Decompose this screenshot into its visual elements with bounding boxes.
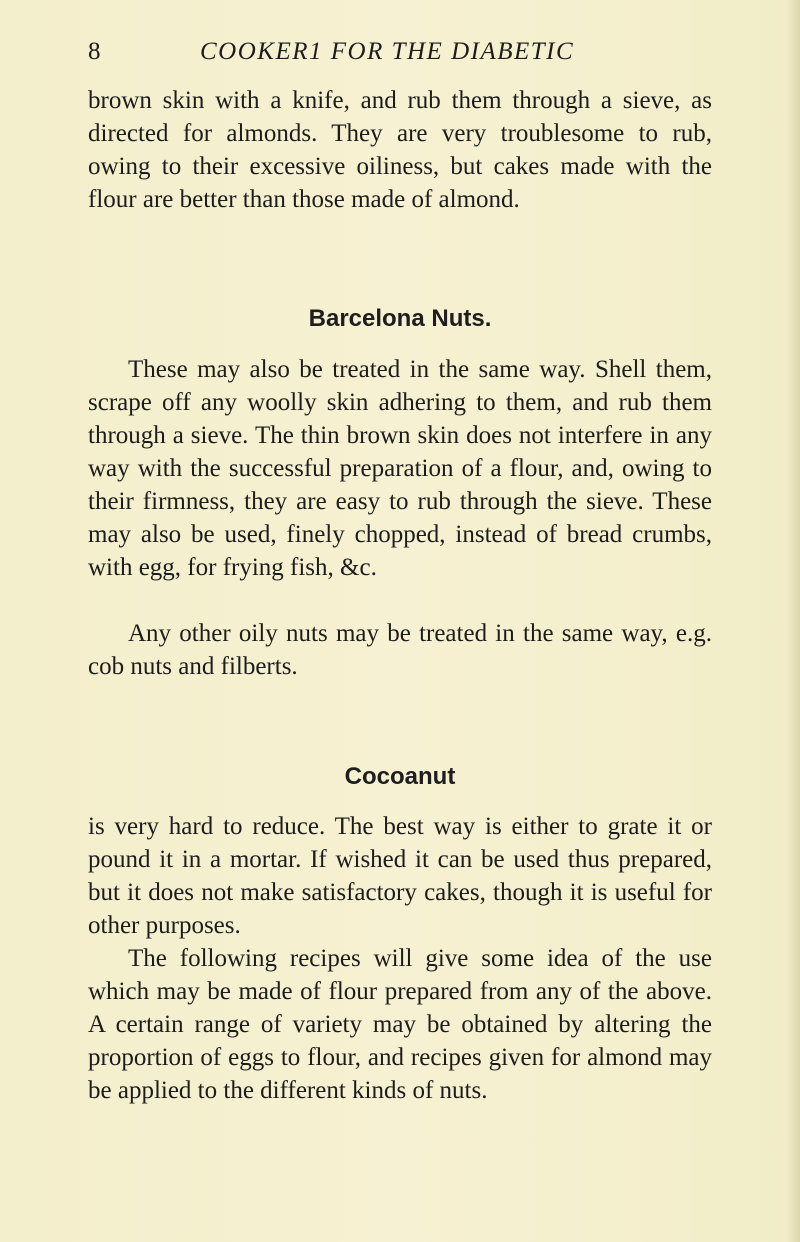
paragraph-cocoanut: is very hard to reduce. The best way is either to grate it or pound it in a mortar. If wished it can be used thus prepared, but it does not make satisfactory cakes, though it is useful for other purposes. — [88, 813, 712, 939]
paragraph-following-recipes: The following recipes will give some idea of the use which may be made of flour prepared from any of the above. A certain range of variety may be obtained by altering the proportion of eggs to flour, and recipes given for almond may be applied to the different kinds of nuts. — [88, 945, 712, 1104]
paragraph-other-oily-nuts: Any other oily nuts may be treated in the same way, e.g. cob nuts and filberts. — [88, 620, 712, 680]
paragraph-almond-oiliness: brown skin with a knife, and rub them through a sieve, as directed for almonds. They are very troublesome to rub, owing to their excessive oiliness, but cakes made with the flour are better than those made of almond. — [88, 87, 712, 213]
page-header — [88, 38, 748, 78]
paragraph-barcelona-preparation: These may also be treated in the same way. Shell them, scrape off any woolly skin adhering to them, and rub them through a sieve. The thin brown skin does not interfere in any way with the successful preparation of a flour, and, owing to their firmness, they are easy to rub through the sieve. These may also be used, finely chopped, instead of bread crumbs, with egg, for frying fish, &c. — [88, 356, 712, 581]
page-edge-shadow — [786, 0, 800, 1242]
page-number: 8 — [88, 38, 101, 65]
heading-cocoanut: Cocoanut — [344, 763, 456, 790]
heading-barcelona-nuts: Barcelona Nuts. — [308, 305, 492, 332]
running-title: COOKER1 FOR THE DIABETIC — [200, 38, 575, 65]
